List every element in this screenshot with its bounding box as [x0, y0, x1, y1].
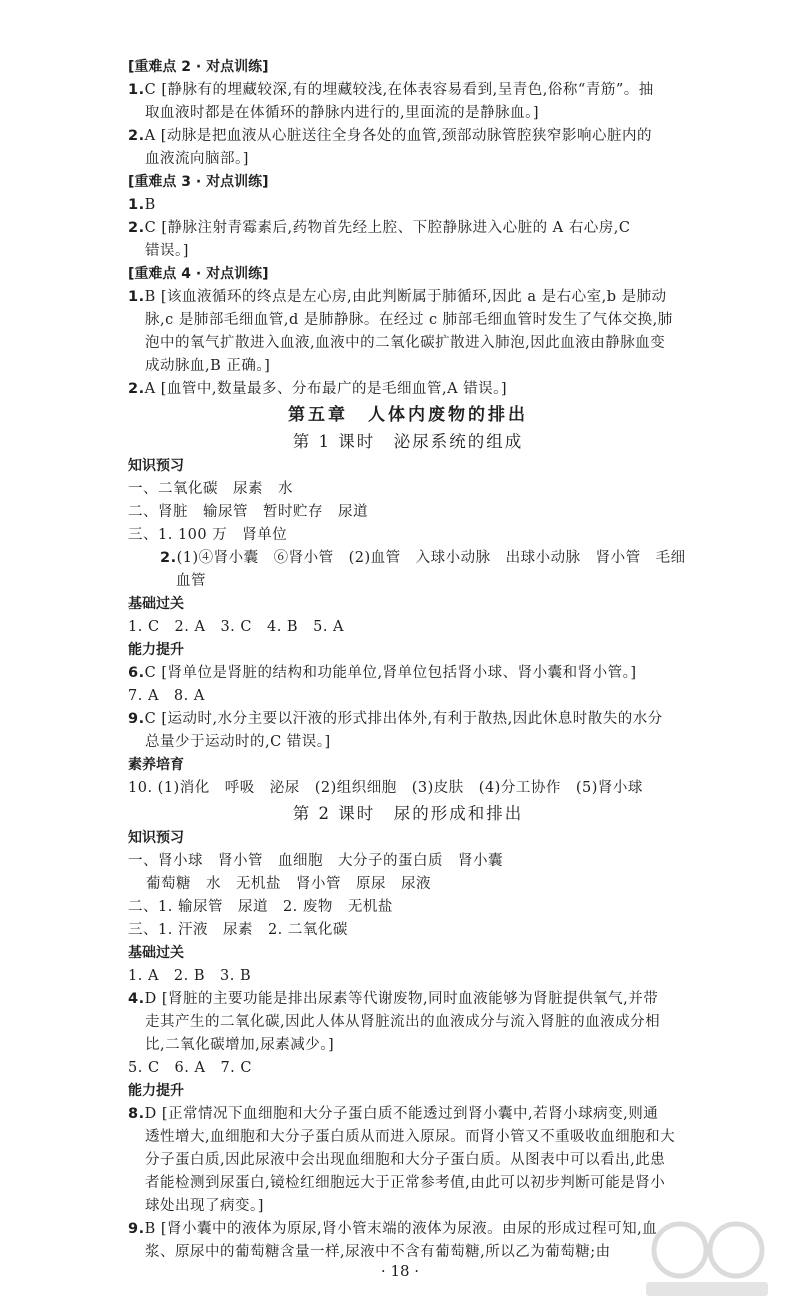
section-heading: 知识预习 — [128, 458, 184, 474]
chapter-title: 第五章 人体内废物的排出 — [288, 405, 528, 425]
answer-line: 三、1. 汗液 尿素 2. 二氧化碳 — [128, 922, 348, 938]
section-heading: 能力提升 — [128, 1083, 184, 1099]
answer-text: B [肾小囊中的液体为原尿,肾小管末端的液体为尿液。由尿的形成过程可知,血 — [144, 1221, 658, 1237]
page-content — [128, 56, 688, 1264]
answer-line: 错误。] — [145, 243, 189, 259]
section-heading: [重难点 4 · 对点训练] — [128, 266, 269, 282]
answer-text: (1)④肾小囊 ⑥肾小管 (2)血管 入球小动脉 出球小动脉 肾小管 毛细 — [176, 550, 686, 566]
answer-line — [128, 378, 688, 401]
answer-text: C [静脉注射青霉素后,药物首先经上腔、下腔静脉进入心脏的 A 右心房,C — [144, 220, 631, 236]
answer-line — [128, 708, 688, 731]
answer-line: 透性增大,血细胞和大分子蛋白质从而进入原尿。而肾小管又不重吸收血细胞和大 — [145, 1129, 676, 1145]
answer-text: D [正常情况下血细胞和大分子蛋白质不能透过到肾小囊中,若肾小球病变,则通 — [144, 1106, 659, 1122]
answer-line — [128, 547, 688, 570]
answer-line: 1. C 2. A 3. C 4. B 5. A — [128, 619, 345, 635]
answer-text: D [肾脏的主要功能是排出尿素等代谢废物,同时血液能够为肾脏提供氧气,并带 — [144, 991, 659, 1007]
question-number: 9. — [128, 1221, 145, 1237]
question-number: 2. — [128, 220, 145, 236]
answer-line: 葡萄糖 水 无机盐 肾小管 原尿 尿液 — [146, 876, 431, 892]
question-number: 9. — [128, 711, 145, 727]
answer-line — [128, 194, 688, 217]
answer-line: 7. A 8. A — [128, 688, 205, 704]
answer-line — [128, 125, 688, 148]
answer-line — [128, 217, 688, 240]
question-number: 6. — [128, 665, 145, 681]
answer-line — [128, 79, 688, 102]
answer-line: 血液流向脑部。] — [145, 151, 249, 167]
section-heading: 素养培育 — [128, 757, 184, 773]
section-heading: [重难点 2 · 对点训练] — [128, 59, 269, 75]
question-number: 8. — [128, 1106, 145, 1122]
page-number: · 18 · — [380, 1262, 420, 1280]
answer-line: 二、1. 输尿管 尿道 2. 废物 无机盐 — [128, 899, 393, 915]
answer-line — [128, 662, 688, 685]
answer-text: C [静脉有的埋藏较深,有的埋藏较浅,在体表容易看到,呈青色,俗称“青筋”。抽 — [144, 82, 654, 98]
answer-line: 者能检测到尿蛋白,镜检红细胞远大于正常参考值,由此可以初步判断可能是肾小 — [145, 1175, 666, 1191]
answer-line: 球处出现了病变。] — [145, 1198, 264, 1214]
answer-text: A [动脉是把血液从心脏送往全身各处的血管,颈部动脉管腔狭窄影响心脏内的 — [144, 128, 652, 144]
answer-line: 走其产生的二氧化碳,因此人体从肾脏流出的血液成分与流入肾脏的血液成分相 — [145, 1014, 661, 1030]
answer-line: 一、二氧化碳 尿素 水 — [128, 481, 293, 497]
question-number: 1. — [128, 82, 145, 98]
answer-line: 脉,c 是肺部毛细血管,d 是肺静脉。在经过 c 肺部毛细血管时发生了气体交换,肺 — [145, 312, 673, 328]
answer-line — [128, 1218, 688, 1241]
question-number: 2. — [160, 550, 177, 566]
section-heading: [重难点 3 · 对点训练] — [128, 174, 269, 190]
answer-line: 泡中的氧气扩散进入血液,血液中的二氧化碳扩散进入肺泡,因此血液由静脉血变 — [145, 335, 666, 351]
question-number: 2. — [128, 381, 145, 397]
answer-line — [128, 988, 688, 1011]
question-number: 4. — [128, 991, 145, 1007]
section-heading: 知识预习 — [128, 830, 184, 846]
answer-text: B — [144, 197, 156, 213]
answer-line: 10. (1)消化 呼吸 泌尿 (2)组织细胞 (3)皮肤 (4)分工协作 (5)肾小球 — [128, 780, 643, 796]
question-number: 1. — [128, 289, 145, 305]
answer-line: 二、肾脏 输尿管 暂时贮存 尿道 — [128, 504, 368, 520]
answer-line: 总量少于运动时的,C 错误。] — [145, 734, 331, 750]
watermark-logo-icon — [632, 1210, 782, 1302]
answer-line: 血管 — [176, 573, 206, 589]
answer-line: 一、肾小球 肾小管 血细胞 大分子的蛋白质 肾小囊 — [128, 853, 503, 869]
answer-line: 1. A 2. B 3. B — [128, 968, 252, 984]
answer-line: 浆、原尿中的葡萄糖含量一样,尿液中不含有葡萄糖,所以乙为葡萄糖;由 — [145, 1244, 611, 1260]
lesson-title: 第 1 课时 泌尿系统的组成 — [292, 432, 524, 451]
answer-line: 取血液时都是在体循环的静脉内进行的,里面流的是静脉血。] — [145, 105, 540, 121]
section-heading: 基础过关 — [128, 596, 184, 612]
answer-line: 比,二氧化碳增加,尿素减少。] — [145, 1037, 335, 1053]
lesson-title: 第 2 课时 尿的形成和排出 — [292, 804, 524, 823]
section-heading: 能力提升 — [128, 642, 184, 658]
answer-line: 5. C 6. A 7. C — [128, 1060, 252, 1076]
answer-line — [128, 1103, 688, 1126]
question-number: 2. — [128, 128, 145, 144]
answer-line: 分子蛋白质,因此尿液中会出现血细胞和大分子蛋白质。从图表中可以看出,此患 — [145, 1152, 666, 1168]
question-number: 1. — [128, 197, 145, 213]
answer-line: 三、1. 100 万 肾单位 — [128, 527, 288, 543]
answer-line — [128, 286, 688, 309]
answer-text: A [血管中,数量最多、分布最广的是毛细血管,A 错误。] — [144, 381, 508, 397]
answer-text: B [该血液循环的终点是左心房,由此判断属于肺循环,因此 a 是右心室,b 是肺动 — [144, 289, 667, 305]
answer-line: 成动脉血,B 正确。] — [145, 358, 271, 374]
section-heading: 基础过关 — [128, 945, 184, 961]
answer-text: C [肾单位是肾脏的结构和功能单位,肾单位包括肾小球、肾小囊和肾小管。] — [144, 665, 637, 681]
answer-text: C [运动时,水分主要以汗液的形式排出体外,有利于散热,因此休息时散失的水分 — [144, 711, 663, 727]
